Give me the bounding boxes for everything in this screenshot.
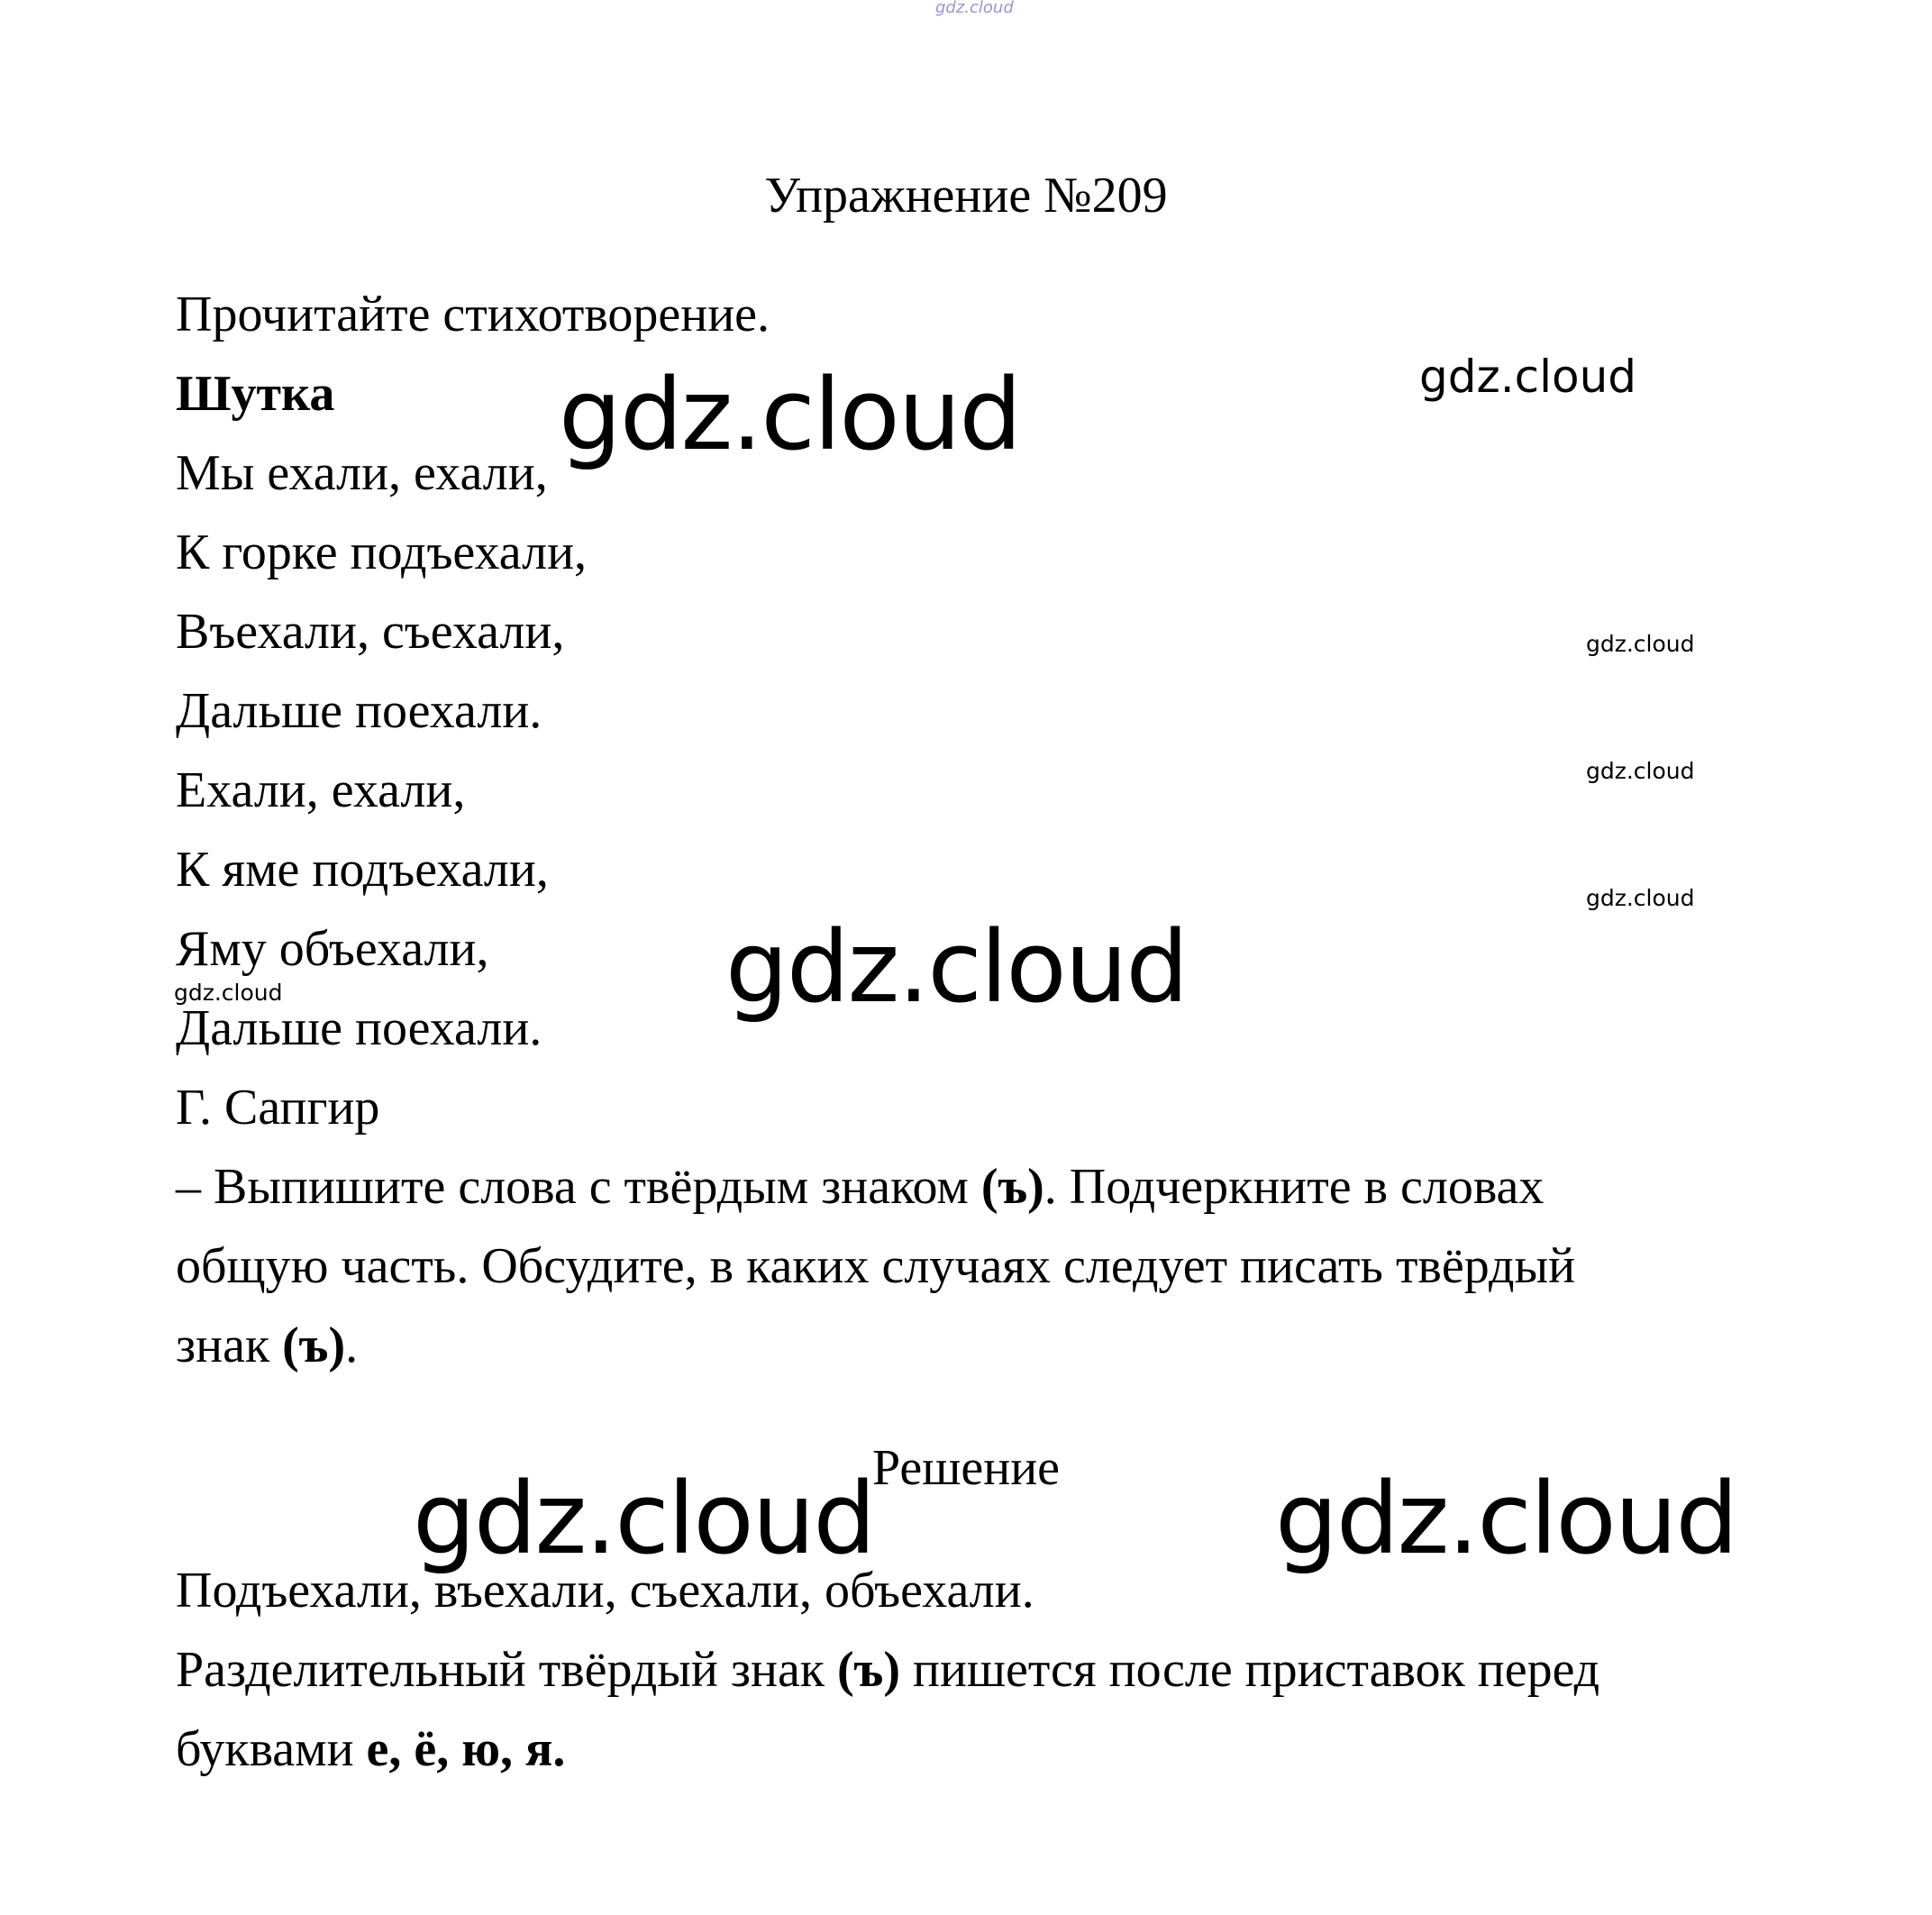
answer-words: Подъехали, въехали, съехали, объехали. [176,1563,1034,1619]
task-bold: (ъ) [282,1318,346,1373]
rule-bold: (ъ) [837,1642,900,1698]
rule-line-1 [176,1630,1599,1710]
poem-line: К горке подъехали, [176,524,588,580]
watermark-large: gdz.cloud [725,909,1188,1025]
rule-text: пишется после приставок перед [899,1642,1600,1698]
poem-line: Дальше поехали. [176,1000,542,1056]
task-text: . Подчеркните в словах [1043,1159,1545,1215]
solution-heading: Решение [871,1440,1061,1496]
task-line-2: общую часть. Обсудите, в каких случаях следует писать твёрдый [176,1238,1576,1294]
watermark-small: gdz.cloud [1586,631,1695,657]
watermark-small: gdz.cloud [174,980,283,1006]
poem-line: Дальше поехали. [176,683,542,739]
rule-text: Разделительный твёрдый знак [176,1642,838,1698]
watermark-medium: gdz.cloud [1419,351,1637,403]
watermark-small: gdz.cloud [1586,758,1695,784]
watermark-top: gdz.cloud [935,0,1014,17]
rule-bold: е, ё, ю, я. [366,1721,566,1777]
watermark-large: gdz.cloud [1275,1461,1737,1576]
task-text: – Выпишите слова с твёрдым знаком [176,1159,981,1215]
watermark-small: gdz.cloud [1586,885,1695,911]
poem-title: Шутка [176,366,335,422]
poem-line: Яму объехали, [176,921,489,977]
instruction-text: Прочитайте стихотворение. [176,287,770,342]
poem-line: Въехали, съехали, [176,604,565,660]
rule-text: буквами [176,1721,367,1777]
task-bold: (ъ) [980,1159,1044,1215]
rule-line-2 [176,1710,565,1789]
poem-line: Мы ехали, ехали, [176,445,548,501]
task-text: знак [176,1318,283,1373]
exercise-title: Упражнение №209 [764,168,1168,223]
task-line-1 [176,1147,1544,1227]
poem-author: Г. Сапгир [176,1080,380,1135]
poem-line: Ехали, ехали, [176,762,466,818]
poem-line: К яме подъехали, [176,842,549,898]
task-text: . [345,1318,359,1373]
watermark-large: gdz.cloud [559,357,1021,472]
task-line-3 [176,1306,358,1385]
watermark-large: gdz.cloud [413,1461,875,1576]
